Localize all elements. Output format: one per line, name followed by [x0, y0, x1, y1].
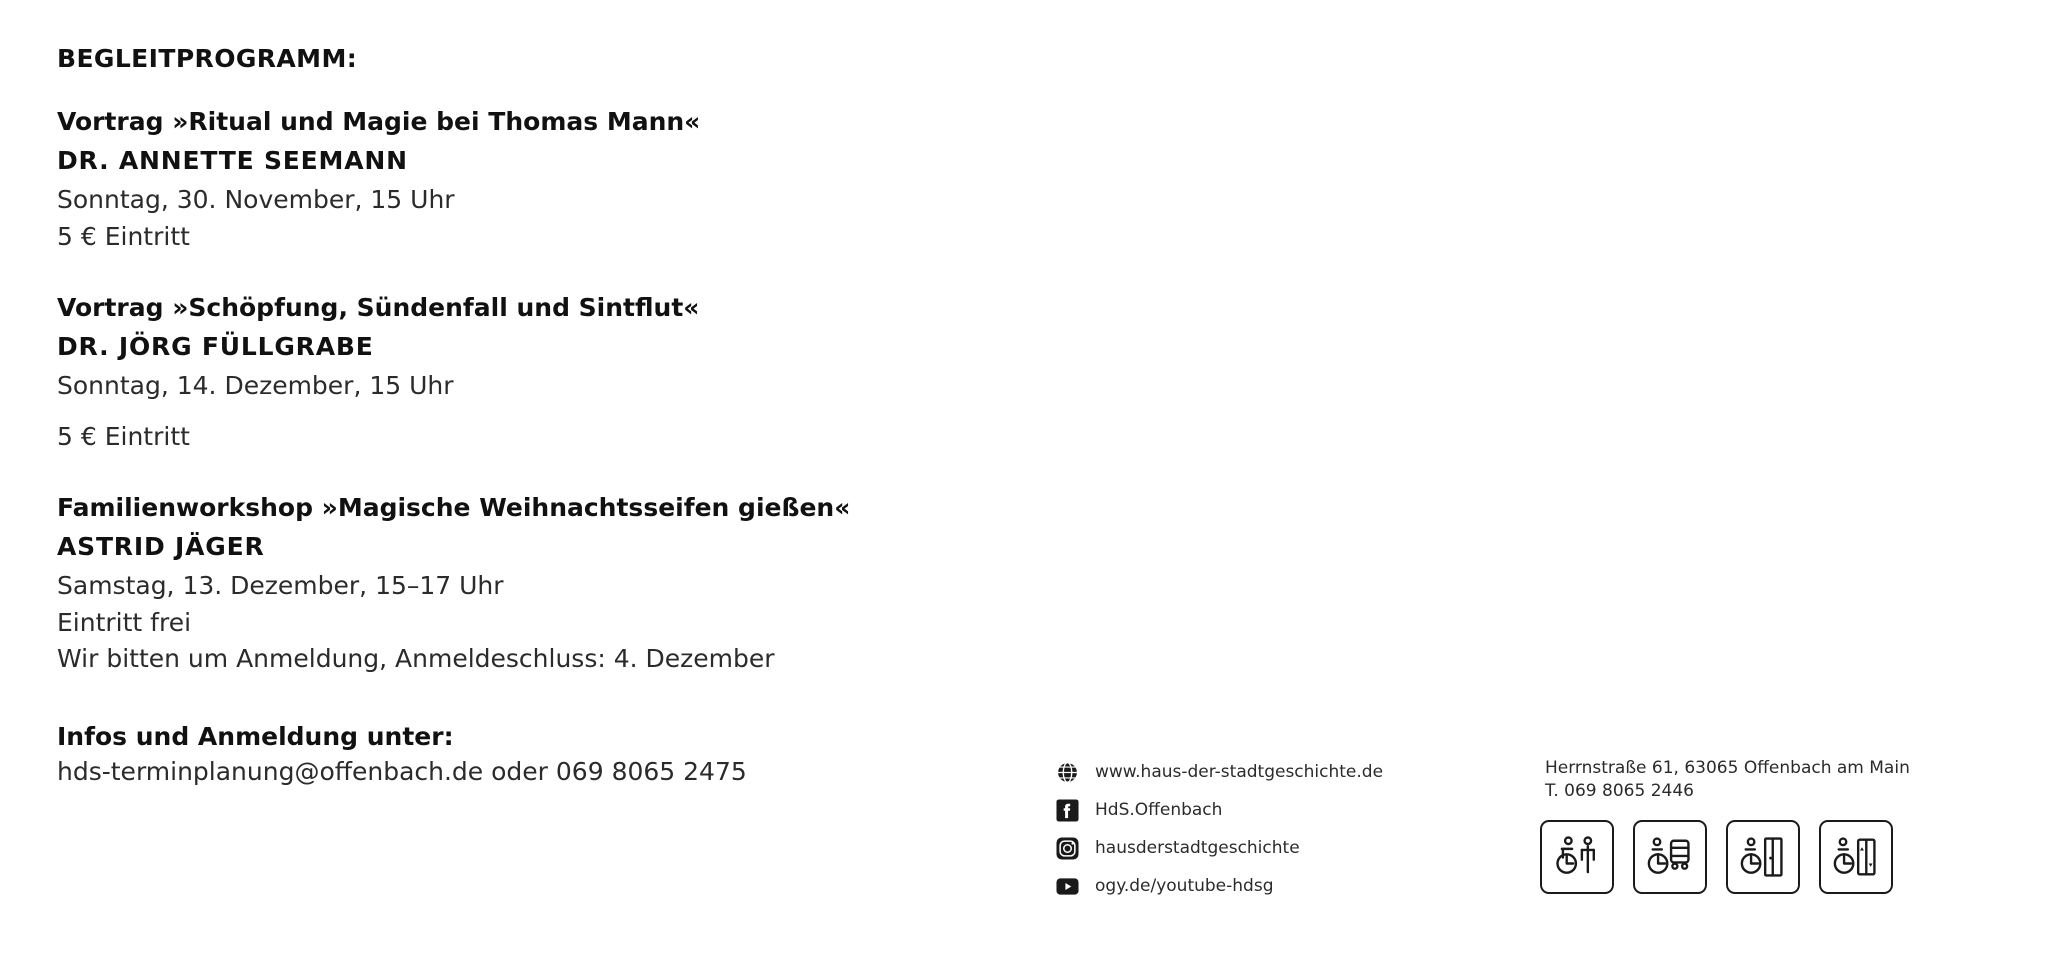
accessible-entrance-icon — [1726, 820, 1800, 894]
link-website[interactable] — [1056, 758, 1436, 787]
address-street: Herrnstraße 61, 63065 Offenbach am Main — [1545, 758, 1910, 778]
event-price: 5 € Eintritt — [57, 421, 190, 451]
youtube-icon — [1056, 875, 1079, 898]
event-speaker: DR. ANNETTE SEEMANN — [57, 146, 408, 175]
link-youtube[interactable] — [1056, 872, 1436, 901]
registration-info — [57, 722, 957, 786]
registration-contact: hds-terminplanung@offenbach.de oder 069 8065 2475 — [57, 756, 747, 786]
accessible-toilet-icon — [1540, 820, 1614, 894]
link-website-label: www.haus-der-stadtgeschichte.de — [1095, 762, 1384, 782]
accessibility-pictograms — [1540, 820, 1893, 894]
facebook-icon — [1056, 799, 1079, 822]
event-item — [57, 291, 957, 453]
program-column — [57, 44, 957, 786]
event-price: 5 € Eintritt — [57, 221, 190, 251]
event-speaker: DR. JÖRG FÜLLGRABE — [57, 332, 374, 361]
event-item — [57, 491, 957, 676]
link-facebook[interactable] — [1056, 796, 1436, 825]
link-instagram-label: hausderstadtgeschichte — [1095, 838, 1300, 858]
address-phone: T. 069 8065 2446 — [1545, 780, 1694, 801]
accessible-elevator-icon — [1819, 820, 1893, 894]
event-title: Vortrag »Ritual und Magie bei Thomas Mann« — [57, 107, 701, 136]
link-facebook-label: HdS.Offenbach — [1095, 800, 1223, 820]
event-date: Samstag, 13. Dezember, 15–17 Uhr — [57, 571, 504, 600]
event-note: Wir bitten um Anmeldung, Anmeldeschluss: 4. Dezember — [57, 644, 775, 673]
social-links — [1056, 758, 1436, 910]
link-instagram[interactable] — [1056, 834, 1436, 863]
globe-icon — [1056, 761, 1079, 784]
event-item — [57, 105, 957, 253]
link-youtube-label: ogy.de/youtube-hdsg — [1095, 876, 1274, 896]
event-date: Sonntag, 30. November, 15 Uhr — [57, 185, 455, 214]
address-block — [1545, 757, 2015, 803]
event-speaker: ASTRID JÄGER — [57, 532, 265, 561]
registration-heading: Infos und Anmeldung unter: — [57, 721, 454, 751]
event-title: Vortrag »Schöpfung, Sündenfall und Sintflut« — [57, 293, 700, 322]
accessible-bus-stop-icon — [1633, 820, 1707, 894]
event-date: Sonntag, 14. Dezember, 15 Uhr — [57, 371, 454, 400]
instagram-icon — [1056, 837, 1079, 860]
event-price: Eintritt frei — [57, 607, 192, 637]
page-title: BEGLEITPROGRAMM: — [57, 44, 358, 73]
event-title: Familienworkshop »Magische Weihnachtsseifen gießen« — [57, 493, 851, 522]
